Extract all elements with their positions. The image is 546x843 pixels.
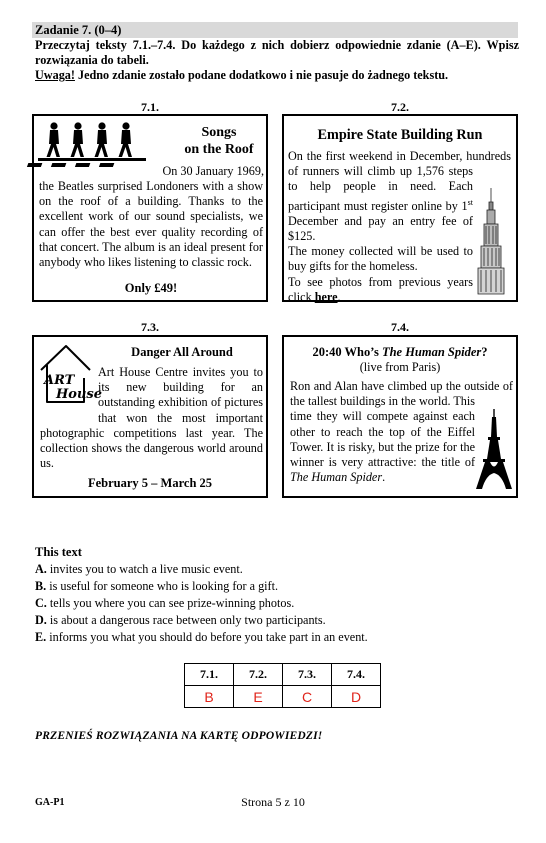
text-7-3-box (32, 335, 268, 498)
answer-cell-7-4[interactable]: D (332, 686, 381, 708)
task-instruction (35, 38, 519, 83)
text-7-4-box (282, 335, 518, 498)
text-7-4-body-end: . (382, 470, 386, 485)
option-c: C. tells you where you can see prize-winning photos. (35, 596, 295, 610)
text-7-1-title-line2: on the Roof (184, 142, 254, 157)
text-7-1-number: 7.1. (141, 100, 159, 114)
text-7-2-title: Empire State Building Run (317, 127, 483, 143)
answer-header-7-2: 7.2. (234, 664, 283, 686)
transfer-note: PRZENIEŚ ROZWIĄZANIA NA KARTĘ ODPOWIEDZI! (35, 730, 323, 742)
note-label: Uwaga! (35, 68, 75, 82)
text-7-4-title-post: ? (481, 345, 488, 359)
answer-cell-7-2[interactable]: E (234, 686, 283, 708)
text-7-3-dates: February 5 – March 25 (87, 476, 213, 490)
text-7-4-body-wrapper (290, 379, 513, 489)
text-7-1-title-line1: Songs (201, 125, 237, 140)
answer-value-row (185, 686, 381, 708)
answer-header-row (185, 664, 381, 686)
text-7-1-body-first-line: On 30 January 1969, (162, 164, 264, 178)
option-b: B. is useful for someone who is looking for a gift. (35, 579, 279, 593)
art-house-logo-word2: House (56, 387, 102, 402)
text-7-3-title: Danger All Around (131, 345, 233, 359)
text-7-2-body-b: December and pay an entry fee of $125. (288, 213, 473, 244)
note-text: Jedno zdanie zostało podane dodatkowo i nie pasuje do żadnego tekstu. (74, 68, 449, 82)
instruction-text: Przeczytaj teksty 7.1.–7.4. Do każdego z nich dobierz odpowiednie zdanie (A–E). Wpisz rozwiązania do tabeli. (35, 38, 519, 67)
answer-header-7-4: 7.4. (332, 664, 381, 686)
text-7-4-title-pre: 20:40 Who’s (312, 345, 382, 359)
text-7-2-body-d: To see photos from previous years click (288, 274, 473, 304)
art-house-logo-word1: ART (44, 373, 75, 388)
answer-header-7-1: 7.1. (185, 664, 234, 686)
footer-page-number: Strona 5 z 10 (241, 795, 305, 809)
option-e: E. informs you what you should do before you take part in an event. (35, 630, 368, 644)
task-title: Zadanie 7. (0–4) (35, 23, 122, 37)
text-7-4-body-em: The Human Spider (290, 470, 383, 485)
option-d: D. is about a dangerous race between only two participants. (35, 613, 326, 627)
text-7-4-title (284, 345, 516, 360)
text-7-2-body-a: On the first weekend in December, hundreds of runners will climb up 1,576 steps to help people in need. Each participant must register online by 1 (288, 149, 511, 213)
options-heading: This text (35, 545, 82, 559)
text-7-4-body: Ron and Alan have climbed up the outside of the tallest buildings in the world. This time they will compete against each other to reach the top of the Eiffel Tower. It is risky, but the prize for the winner is very attractive: the title of (290, 379, 513, 470)
text-7-4-number: 7.4. (391, 320, 409, 334)
option-a: A. invites you to watch a live music event. (35, 562, 243, 576)
text-7-1-price: Only £49! (124, 281, 178, 295)
text-7-1-box (32, 114, 268, 302)
answer-cell-7-3[interactable]: C (283, 686, 332, 708)
text-7-2-number: 7.2. (391, 100, 409, 114)
text-7-3-number: 7.3. (141, 320, 159, 334)
footer-code: GA-P1 (35, 797, 65, 808)
text-7-2-body-wrapper (288, 149, 511, 305)
answer-cell-7-1[interactable]: B (185, 686, 234, 708)
beatles-crossing-icon (38, 120, 146, 170)
text-7-3-body-wrapper (40, 365, 263, 471)
answer-header-7-3: 7.3. (283, 664, 332, 686)
text-7-3-body: Art House Centre invites you to its new building for an outstanding exhibition of pictures that won the most important photographic competitions last year. The collection shows the dangerous world around us. (40, 365, 263, 471)
text-7-1-body: the Beatles surprised Londoners with a show on the roof of a building. Thanks to the excellent work of our sound specialists, we can offer the best ever quality recording of that concert. The album is an ideal present for anybody who likes listening to classic rock. (39, 179, 263, 270)
text-7-4-subtitle: (live from Paris) (359, 360, 441, 374)
text-7-2-superscript: st (467, 197, 473, 207)
text-7-2-here-link[interactable]: here (314, 289, 338, 304)
answer-table (184, 663, 381, 708)
text-7-2-body-end: . (337, 289, 341, 304)
text-7-4-title-em: The Human Spider (381, 345, 482, 359)
text-7-2-body-c: The money collected will be used to buy gifts for the homeless. (288, 244, 473, 274)
